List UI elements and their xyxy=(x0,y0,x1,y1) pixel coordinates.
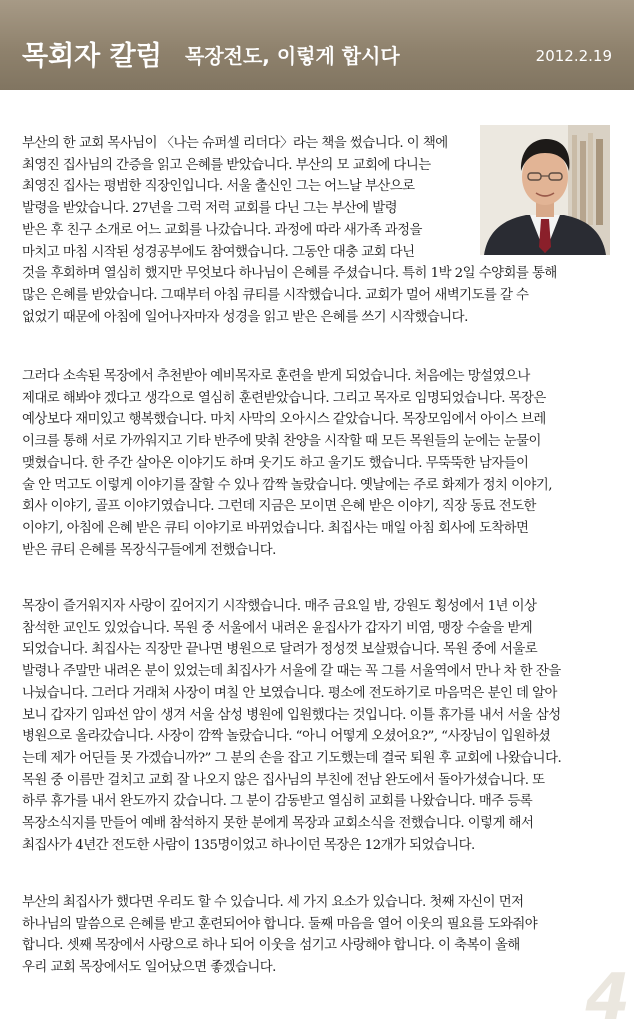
paragraph-line: 부산의 한 교회 목사님이 〈나는 슈퍼셀 리더다〉라는 책을 썼습니다. 이 책에 xyxy=(22,136,448,151)
paragraph-line: 발령을 받았습니다. 27년을 그럭 저럭 교회를 다닌 그는 부산에 발령 xyxy=(22,201,398,217)
paragraph-line: 목원 중 이름만 걸치고 교회 잘 나오지 않은 집사님의 부친에 전남 완도에서 돌아가셨습니다. 또 xyxy=(22,772,545,788)
paragraph-line: 하루 휴가를 내서 완도까지 갔습니다. 그 분이 감동받고 열심히 교회를 나왔습니다. 매주 등록 xyxy=(22,794,533,810)
paragraph-line: 되었습니다. 최집사는 직장만 끝나면 병원으로 달려가 정성껏 보살폈습니다. 목원 중에 서울로 xyxy=(22,642,538,658)
paragraph-line: 보니 갑자기 임파선 암이 생겨 서울 삼성 병원에 입원했다는 것입니다. 이틀 휴가를 내서 서울 삼성 xyxy=(22,707,561,723)
paragraph-line: 많은 은혜를 받았습니다. 그때부터 아침 큐티를 시작했습니다. 교회가 멀어 새벽기도를 갈 수 xyxy=(22,287,529,303)
paragraph-line: 받은 큐티 은혜를 목장식구들에게 전했습니다. xyxy=(22,542,276,558)
paragraph-line: 맺혔습니다. 한 주간 살아온 이야기도 하며 웃기도 하고 울기도 했습니다. 무뚝뚝한 남자들이 xyxy=(22,455,529,471)
paragraph-line: 최영진 집사는 평범한 직장인입니다. 서울 출신인 그는 어느날 부산으로 xyxy=(22,179,415,195)
paragraph-line: 술 안 먹고도 이렇게 이야기를 잘할 수 있나 깜짝 놀랐습니다. 옛날에는 주로 화제가 정치 이야기, xyxy=(22,477,552,493)
paragraph-line: 이야기, 아침에 은혜 받은 큐티 이야기로 바뀌었습니다. 최집사는 매일 아침 회사에 도착하면 xyxy=(22,520,529,536)
article-paragraph-2 xyxy=(22,366,630,561)
paragraph-line: 예상보다 재미있고 행복했습니다. 마치 사막의 오아시스 같았습니다. 목장모임에서 아이스 브레 xyxy=(22,412,546,428)
paragraph-line: 발령나 주말만 내려온 분이 있었는데 최집사가 서울에 갈 때는 꼭 그를 서울역에서 만나 차 한 잔을 xyxy=(22,664,561,680)
paragraph-line: 받은 후 친구 소개로 어느 교회를 나갔습니다. 과정에 따라 새가족 과정을 xyxy=(22,222,422,238)
column-date: 2012.2.19 xyxy=(535,47,612,65)
paragraph-line: 것을 후회하며 열심히 했지만 무엇보다 하나님이 은혜를 주셨습니다. 특히 1박 2일 수양회를 통해 xyxy=(22,266,557,282)
page-number: 4 xyxy=(585,961,630,1035)
column-name: 목회자 칼럼 xyxy=(22,41,162,72)
paragraph-line: 는데 제가 어딘들 못 가겠습니까?” 그 분의 손을 잡고 기도했는데 결국 퇴원 후 교회에 나왔습니다. xyxy=(22,750,562,766)
paragraph-line: 합니다. 셋째 목장에서 사랑으로 하나 되어 이웃을 섬기고 사랑해야 합니다. 이 축복이 올해 xyxy=(22,938,520,954)
paragraph-line: 목장소식지를 만들어 예배 참석하지 못한 분에게 목장과 교회소식을 전했습니다. 이렇게 해서 xyxy=(22,816,534,832)
article-paragraph-1 xyxy=(22,133,630,328)
paragraph-line: 나눴습니다. 그러다 거래처 사장이 며칠 안 보였습니다. 평소에 전도하기로 마음먹은 분인 데 알아 xyxy=(22,685,557,701)
paragraph-line: 마치고 마침 시작된 성경공부에도 참여했습니다. 그동안 대충 교회 다닌 xyxy=(22,244,415,260)
paragraph-line: 회사 이야기, 골프 이야기였습니다. 그런데 지금은 모이면 은혜 받은 이야기, 직장 동료 전도한 xyxy=(22,499,536,515)
paragraph-line: 병원으로 올라갔습니다. 사장이 깜짝 놀랐습니다. “아니 어떻게 오셨어요?”, “사장님이 입원하셨 xyxy=(22,729,551,745)
paragraph-line: 참석한 교인도 있었습니다. 목원 중 서울에서 내려온 윤집사가 갑자기 비염, 맹장 수술을 받게 xyxy=(22,620,533,636)
paragraph-line: 그러다 소속된 목장에서 추천받아 예비목자로 훈련을 받게 되었습니다. 처음에는 망설였으나 xyxy=(22,369,530,384)
paragraph-line: 하나님의 말씀으로 은혜를 받고 훈련되어야 합니다. 둘째 마음을 열어 이웃의 필요를 도와줘야 xyxy=(22,916,538,932)
column-header xyxy=(0,0,634,90)
column-title: 목장전도, 이렇게 합시다 xyxy=(185,44,400,68)
paragraph-line: 없었기 때문에 아침에 일어나자마자 성경을 읽고 받은 은혜를 쓰기 시작했습니다. xyxy=(22,309,468,325)
paragraph-line: 최영진 집사님의 간증을 읽고 은혜를 받았습니다. 부산의 모 교회에 다니는 xyxy=(22,157,431,173)
paragraph-line: 이크를 통해 서로 가까워지고 기타 반주에 맞춰 찬양을 시작할 때 모든 목원들의 눈에는 눈물이 xyxy=(22,434,541,450)
paragraph-line: 제대로 해봐야 겠다고 생각으로 열심히 훈련받았습니다. 그리고 목자로 임명되었습니다. 목장은 xyxy=(22,390,546,406)
paragraph-line: 목장이 즐거워지자 사랑이 깊어지기 시작했습니다. 매주 금요일 밤, 강원도 횡성에서 1년 이상 xyxy=(22,599,537,614)
article-paragraph-3 xyxy=(22,596,630,856)
paragraph-line: 우리 교회 목장에서도 일어났으면 좋겠습니다. xyxy=(22,960,276,976)
paragraph-line: 부산의 최집사가 했다면 우리도 할 수 있습니다. 세 가지 요소가 있습니다. 첫째 자신이 먼저 xyxy=(22,895,524,910)
paragraph-line: 최집사가 4년간 전도한 사람이 135명이었고 하나이던 목장은 12개가 되었습니다. xyxy=(22,837,475,853)
article-paragraph-4 xyxy=(22,892,630,979)
